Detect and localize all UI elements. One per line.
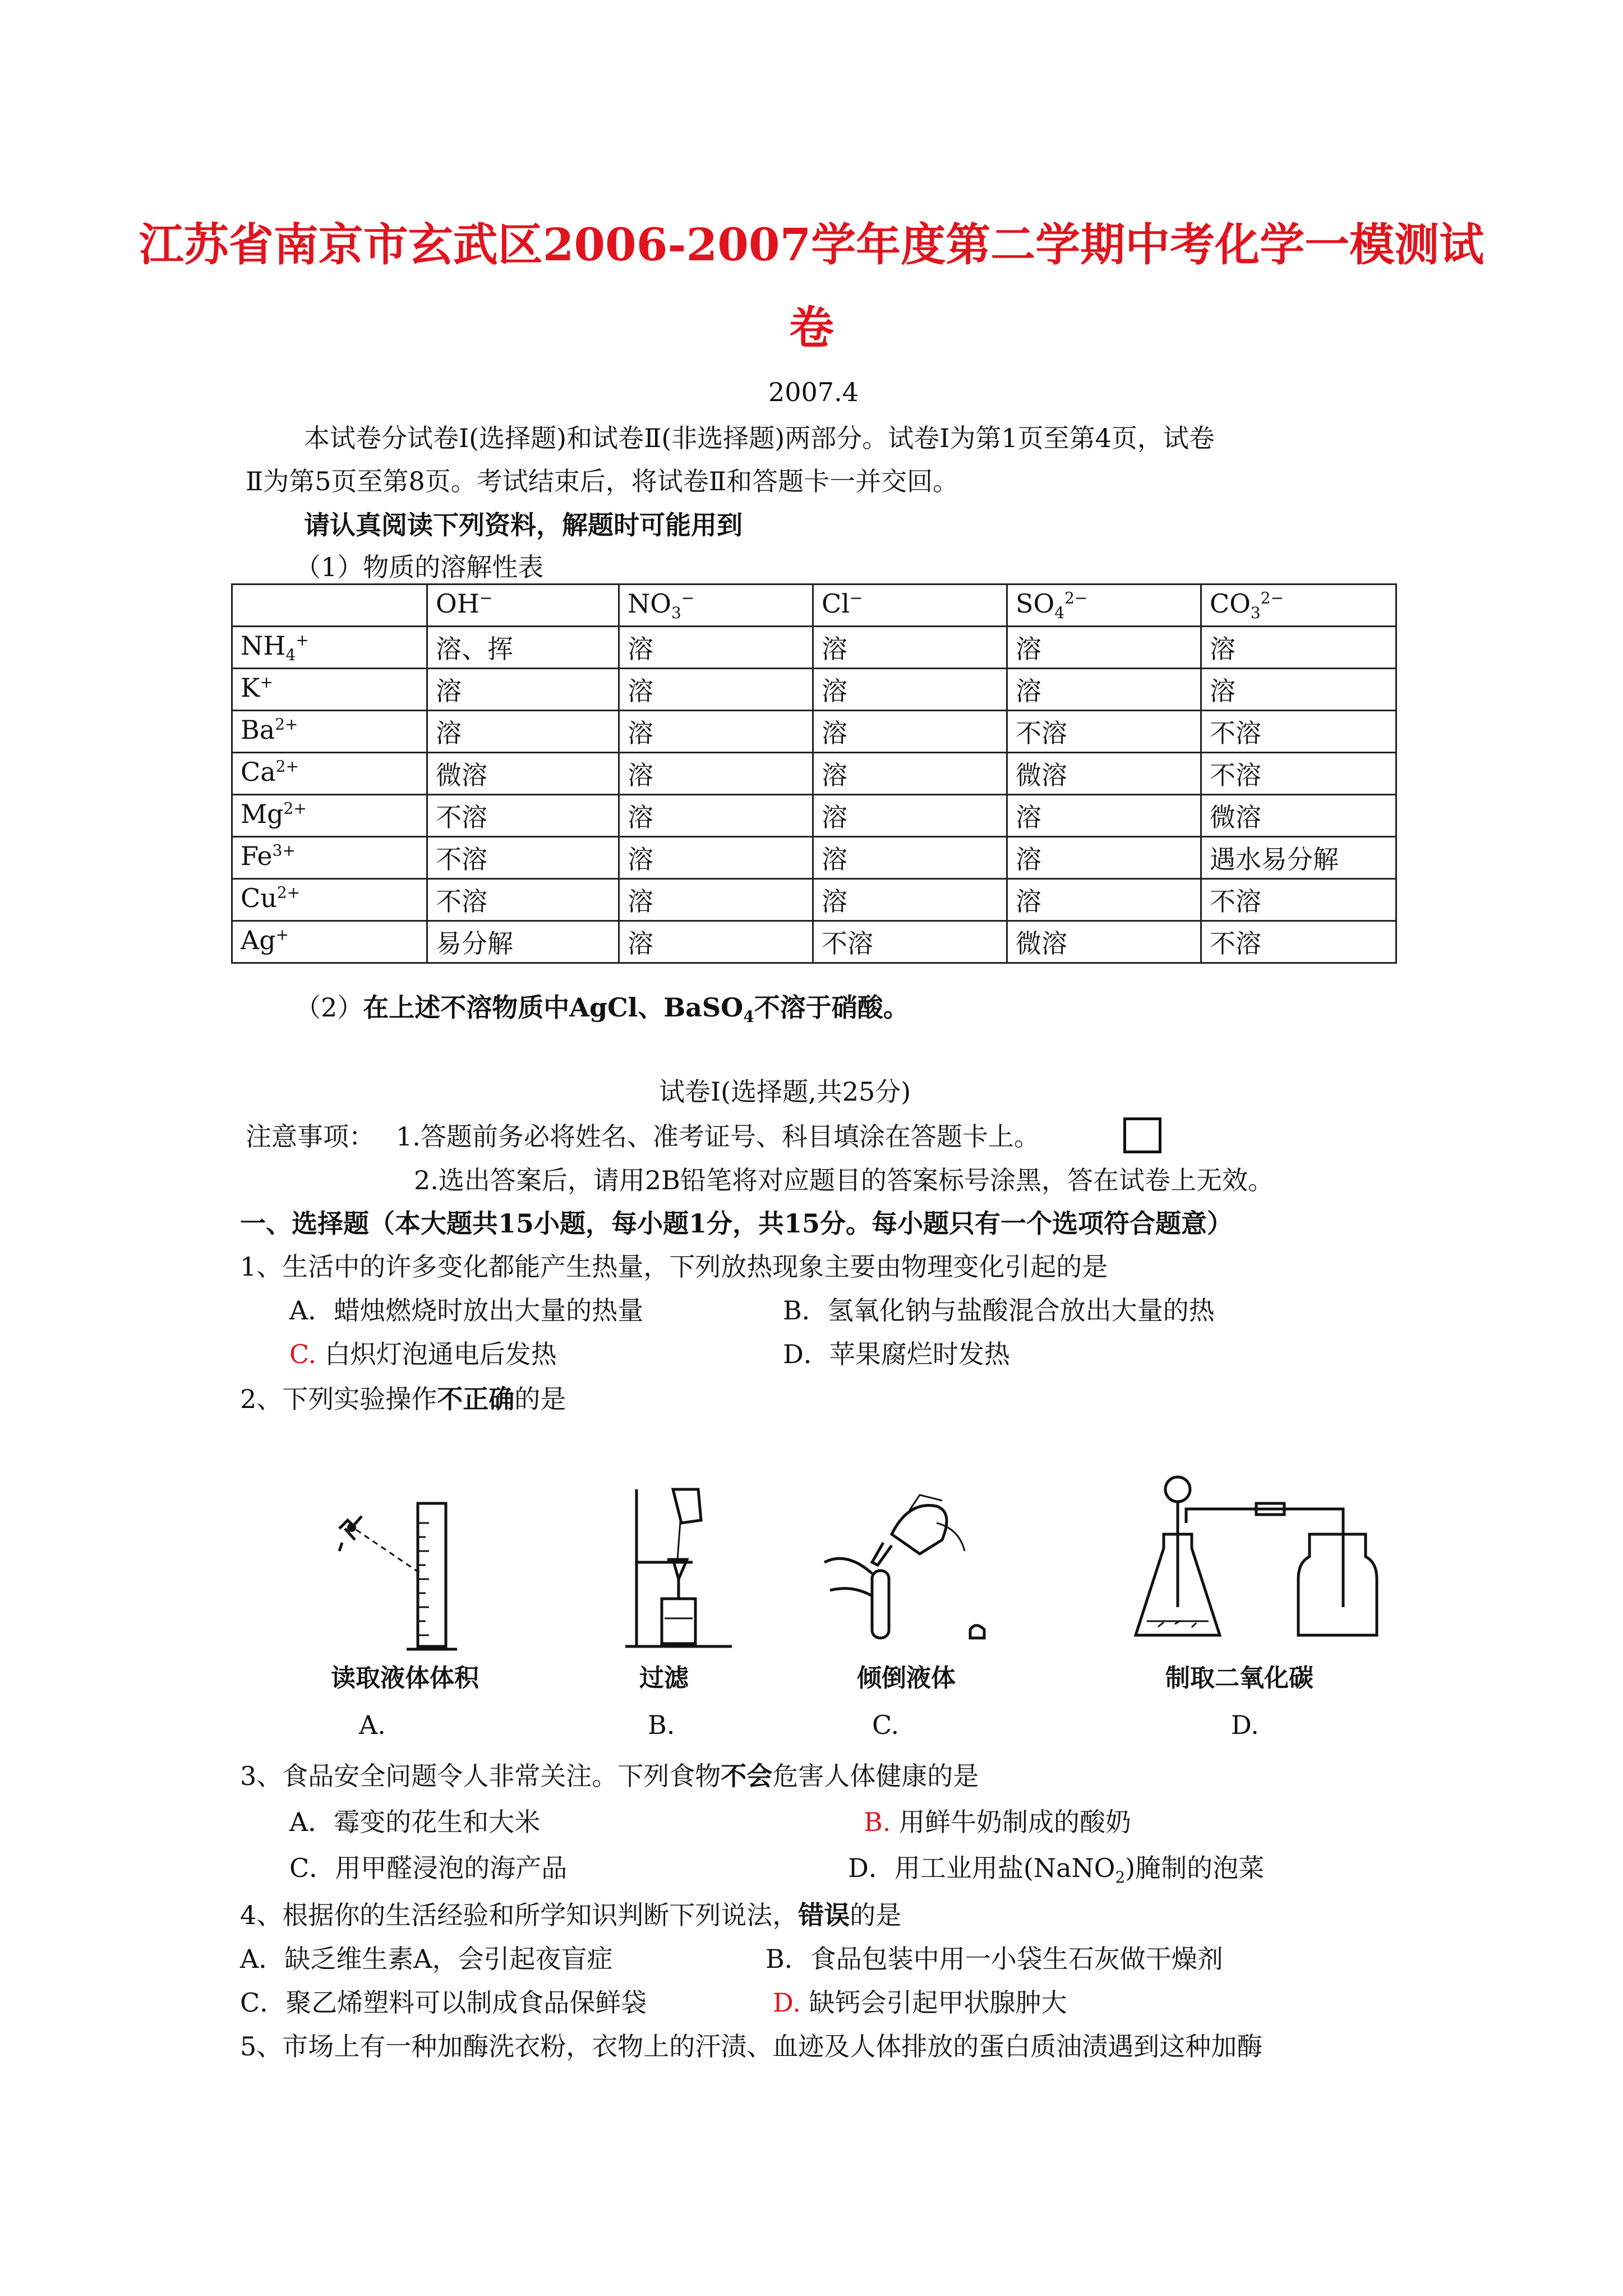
table-row xyxy=(232,921,1396,963)
notice-item-1: 1.答题前务必将姓名、准考证号、科目填涂在答题卡上。 xyxy=(396,1121,1040,1152)
table-row xyxy=(232,627,1396,669)
notices-label: 注意事项： xyxy=(246,1121,375,1152)
table-cell: 不溶 xyxy=(1201,711,1396,753)
page-title-line2: 卷 xyxy=(789,301,834,354)
table-cell: 易分解 xyxy=(427,921,619,963)
q1-option-a: A．蜡烛燃烧时放出大量的热量 xyxy=(289,1295,644,1326)
figure-d-label: D. xyxy=(1231,1710,1259,1740)
q4-option-c: C．聚乙烯塑料可以制成食品保鲜袋 xyxy=(240,1987,647,2018)
figure-a-graduated-cylinder xyxy=(322,1489,474,1658)
table-cell: 溶 xyxy=(619,711,813,753)
anion-cl: Cl− xyxy=(813,585,1007,627)
anion-no3: $NO_3^-$ xyxy=(619,585,813,627)
table-cell: 溶 xyxy=(813,627,1007,669)
table-cell: 溶 xyxy=(1007,669,1201,711)
q3-option-b: B. 用鲜牛奶制成的酸奶 xyxy=(864,1807,1132,1837)
cation-cell: $NH_4^+$ xyxy=(232,627,427,669)
q1-option-c: C. 白炽灯泡通电后发热 xyxy=(289,1339,557,1369)
figure-c-pouring-liquid xyxy=(808,1478,993,1658)
table-cell: 不溶 xyxy=(813,921,1007,963)
q4-option-a: A．缺乏维生素A，会引起夜盲症 xyxy=(240,1944,613,1974)
q3-stem: 3、食品安全问题令人非常关注。下列食物不会危害人体健康的是 xyxy=(240,1761,979,1791)
table-cell: 溶 xyxy=(813,879,1007,921)
table-cell: 不溶 xyxy=(427,837,619,879)
table-row xyxy=(232,837,1396,879)
read-note: 请认真阅读下列资料，解题时可能用到 xyxy=(304,510,743,540)
table-row xyxy=(232,711,1396,753)
table-cell: 微溶 xyxy=(1201,795,1396,837)
table-caption: （1）物质的溶解性表 xyxy=(295,552,544,582)
figure-c-caption: 倾倒液体 xyxy=(857,1664,956,1692)
figure-b-caption: 过滤 xyxy=(639,1664,689,1692)
anion-co3: $CO_3^{2-}$ xyxy=(1201,585,1396,627)
anion-so4: $SO_4^{2-}$ xyxy=(1007,585,1201,627)
table-cell: 不溶 xyxy=(427,879,619,921)
intro-line2: Ⅱ为第5页至第8页。考试结束后，将试卷Ⅱ和答题卡一并交回。 xyxy=(246,466,959,496)
table-row xyxy=(232,795,1396,837)
cation-cell: $Ba^{2+}$ xyxy=(232,711,427,753)
q3-option-a: A．霉变的花生和大米 xyxy=(289,1807,541,1837)
table-cell: 溶 xyxy=(1201,627,1396,669)
table-cell: 溶 xyxy=(813,669,1007,711)
solubility-table xyxy=(231,583,1397,964)
table-cell: 不溶 xyxy=(1201,879,1396,921)
table-cell: 微溶 xyxy=(1007,921,1201,963)
q4-option-b: B．食品包装中用一小袋生石灰做干燥剂 xyxy=(766,1944,1223,1974)
table-cell: 不溶 xyxy=(427,795,619,837)
table-header-row xyxy=(232,585,1396,627)
figure-d-co2-apparatus xyxy=(1124,1467,1382,1658)
page-title-line1: 江苏省南京市玄武区2006-2007学年度第二学期中考化学一模测试 xyxy=(139,218,1484,271)
corner-cell xyxy=(232,585,427,627)
q3-option-c: C．用甲醛浸泡的海产品 xyxy=(289,1853,568,1883)
table-cell: 溶、挥 xyxy=(427,627,619,669)
cation-cell: Ag+ xyxy=(232,921,427,963)
table-cell: 溶 xyxy=(813,753,1007,795)
q4-stem: 4、根据你的生活经验和所学知识判断下列说法，错误的是 xyxy=(240,1900,902,1930)
table-cell: 溶 xyxy=(1007,837,1201,879)
cation-cell: $Ca^{2+}$ xyxy=(232,753,427,795)
table-cell: 溶 xyxy=(619,837,813,879)
q2-stem: 2、下列实验操作不正确的是 xyxy=(240,1384,566,1414)
q1-option-d: D．苹果腐烂时发热 xyxy=(783,1339,1010,1369)
table-row xyxy=(232,669,1396,711)
cation-cell: $Mg^{2+}$ xyxy=(232,795,427,837)
cation-cell: $Cu^{2+}$ xyxy=(232,879,427,921)
table-cell: 溶 xyxy=(813,795,1007,837)
notice-item-2: 2.选出答案后，请用2B铅笔将对应题目的答案标号涂黑，答在试卷上无效。 xyxy=(414,1165,1274,1195)
table-cell: 溶 xyxy=(1007,627,1201,669)
table-cell: 微溶 xyxy=(427,753,619,795)
table-cell: 溶 xyxy=(1007,795,1201,837)
q1-option-b: B．氢氧化钠与盐酸混合放出大量的热 xyxy=(783,1295,1215,1326)
exam-date: 2007.4 xyxy=(768,377,859,407)
table-cell: 溶 xyxy=(1007,879,1201,921)
part1-header: 试卷Ⅰ(选择题,共25分) xyxy=(659,1076,911,1107)
q1-stem: 1、生活中的许多变化都能产生热量，下列放热现象主要由物理变化引起的是 xyxy=(240,1251,1108,1282)
figure-a-caption: 读取液体体积 xyxy=(331,1664,479,1692)
figure-b-filtration xyxy=(620,1478,737,1658)
table-cell: 溶 xyxy=(427,711,619,753)
table-cell: 溶 xyxy=(619,753,813,795)
table-cell: 溶 xyxy=(619,879,813,921)
table-cell: 遇水易分解 xyxy=(1201,837,1396,879)
q3-option-d: D．用工业用盐(NaNO$_2$)腌制的泡菜 xyxy=(848,1853,1265,1887)
table-cell: 不溶 xyxy=(1201,921,1396,963)
cation-cell: $Fe^{3+}$ xyxy=(232,837,427,879)
table-cell: 溶 xyxy=(427,669,619,711)
section-1-heading: 一、选择题（本大题共15小题，每小题1分，共15分。每小题只有一个选项符合题意） xyxy=(240,1208,1233,1239)
note-2: （2）在上述不溶物质中AgCl、BaSO$_4$不溶于硝酸。 xyxy=(295,992,909,1027)
figure-d-caption: 制取二氧化碳 xyxy=(1165,1664,1313,1692)
table-row xyxy=(232,753,1396,795)
checkbox xyxy=(1123,1117,1161,1153)
anion-oh: OH− xyxy=(427,585,619,627)
q4-option-d: D. 缺钙会引起甲状腺肿大 xyxy=(773,1987,1067,2018)
figure-a-label: A. xyxy=(359,1710,386,1740)
table-cell: 溶 xyxy=(619,669,813,711)
table-cell: 不溶 xyxy=(1007,711,1201,753)
table-cell: 溶 xyxy=(1201,669,1396,711)
figure-b-label: B. xyxy=(648,1710,675,1740)
table-cell: 溶 xyxy=(619,627,813,669)
table-cell: 微溶 xyxy=(1007,753,1201,795)
table-cell: 溶 xyxy=(619,795,813,837)
cation-cell: K+ xyxy=(232,669,427,711)
table-cell: 溶 xyxy=(619,921,813,963)
table-cell: 溶 xyxy=(813,711,1007,753)
intro-line1: 本试卷分试卷Ⅰ(选择题)和试卷Ⅱ(非选择题)两部分。试卷Ⅰ为第1页至第4页，试卷 xyxy=(304,423,1215,453)
q5-stem: 5、市场上有一种加酶洗衣粉，衣物上的汗渍、血迹及人体排放的蛋白质油渍遇到这种加酶 xyxy=(240,2031,1263,2062)
table-cell: 溶 xyxy=(813,837,1007,879)
table-row xyxy=(232,879,1396,921)
figure-c-label: C. xyxy=(872,1710,900,1740)
table-cell: 不溶 xyxy=(1201,753,1396,795)
